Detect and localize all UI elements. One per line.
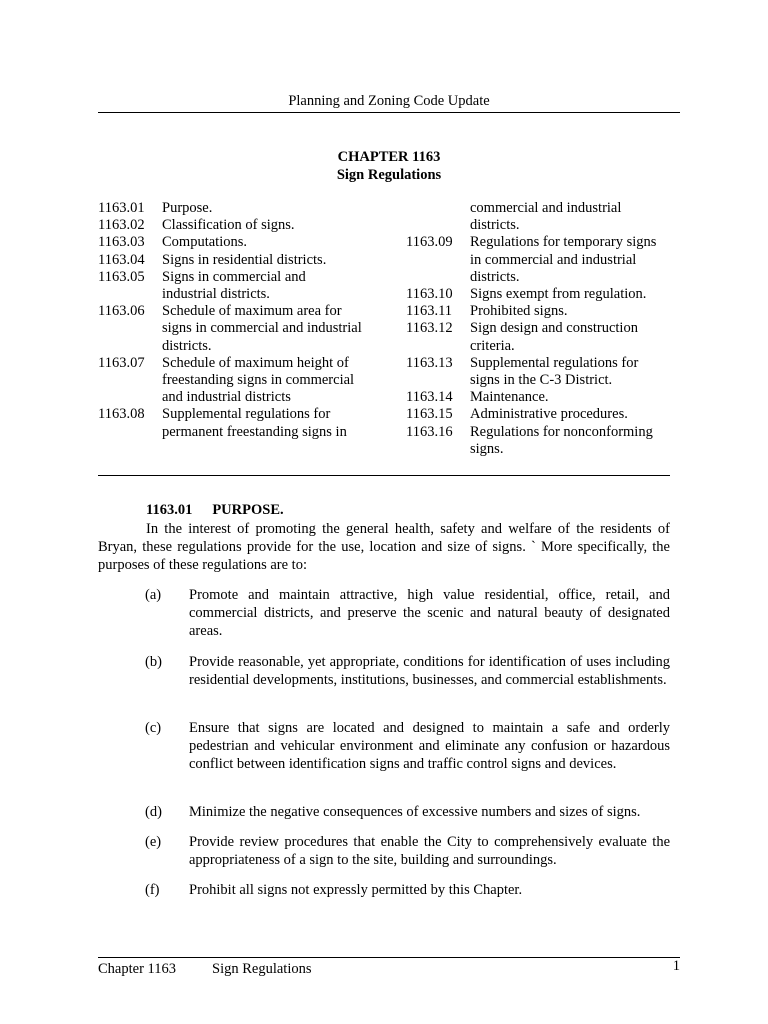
toc-entry xyxy=(98,217,362,234)
purpose-item-f xyxy=(98,881,670,899)
toc-number: 1163.14 xyxy=(406,389,453,406)
toc-text: Schedule of maximum area for signs in commercial and industrial districts. xyxy=(162,303,362,354)
item-text: Prohibit all signs not expressly permitted by this Chapter. xyxy=(189,882,523,898)
toc-entry xyxy=(406,200,670,234)
purpose-item-a xyxy=(98,586,670,640)
toc-number: 1163.10 xyxy=(406,286,453,303)
item-text: Ensure that signs are located and designed to maintain a safe and orderly pedestrian and vehicular environment and eliminate any confusion or hazardous conflict between identification signs and traffic control signs and devices. xyxy=(189,720,670,772)
toc-text: Signs in residential districts. xyxy=(162,251,327,268)
toc-text: Signs exempt from regulation. xyxy=(470,286,647,303)
toc-entry xyxy=(406,320,670,354)
toc-number: 1163.16 xyxy=(406,423,453,440)
purpose-item-d xyxy=(98,803,670,821)
toc-text: Regulations for temporary signs in commercial and industrial districts. xyxy=(470,234,657,285)
toc-number: 1163.01 xyxy=(98,200,145,216)
toc-text: Signs in commercial and industrial districts. xyxy=(162,268,306,303)
section-number: 1163.01 xyxy=(146,502,193,518)
toc-number: 1163.08 xyxy=(98,406,145,423)
item-label: (c) xyxy=(145,720,162,736)
chapter-heading: CHAPTER 1163 xyxy=(337,149,441,165)
footer-rule xyxy=(98,957,680,958)
toc-entry xyxy=(98,355,362,407)
toc-text: Administrative procedures. xyxy=(470,406,628,423)
toc-text: Maintenance. xyxy=(470,389,549,406)
section-heading xyxy=(146,502,284,519)
chapter-title-block xyxy=(98,148,680,184)
toc-entry xyxy=(98,303,362,355)
item-text: Provide reasonable, yet appropriate, conditions for identification of uses including residential developments, institutions, businesses, and commercial establishments. xyxy=(189,654,670,688)
toc-number: 1163.09 xyxy=(406,234,453,251)
toc-entry xyxy=(98,200,362,217)
toc-entry xyxy=(98,234,362,251)
toc-text: Purpose. xyxy=(162,200,213,216)
toc-number: 1163.11 xyxy=(406,303,453,320)
section-intro xyxy=(98,520,670,574)
toc-text: Supplemental regulations for signs in the C-3 District. xyxy=(470,354,639,389)
toc-entry xyxy=(406,286,670,303)
intro-text: In the interest of promoting the general health, safety and welfare of the residents of Bryan, these regulations provide for the use, location and size of signs. ` More specifically, the purposes of these regulations are to: xyxy=(98,521,670,573)
toc-entry xyxy=(406,406,670,423)
toc-entry xyxy=(98,269,362,303)
item-text: Provide review procedures that enable the City to comprehensively evaluate the appropriateness of a sign to the site, building and surroundings. xyxy=(189,834,670,868)
section-title: PURPOSE. xyxy=(212,502,284,518)
item-label: (b) xyxy=(145,654,162,670)
toc-entry xyxy=(406,303,670,320)
toc-number: 1163.04 xyxy=(98,251,145,268)
item-label: (f) xyxy=(145,882,160,898)
toc-entry xyxy=(406,389,670,406)
running-header: Planning and Zoning Code Update xyxy=(288,93,490,109)
toc-text: Schedule of maximum height of freestanding signs in commercial and industrial districts xyxy=(162,354,355,406)
item-label: (a) xyxy=(145,587,162,603)
toc-entry xyxy=(98,406,362,440)
toc-number: 1163.12 xyxy=(406,320,453,337)
toc-text: Computations. xyxy=(162,234,247,251)
toc-entry xyxy=(406,234,670,286)
footer-chapter: Chapter 1163 xyxy=(98,961,176,977)
toc-rule xyxy=(98,475,670,476)
toc-number: 1163.03 xyxy=(98,234,145,251)
toc-entry xyxy=(406,355,670,389)
toc-number: 1163.15 xyxy=(406,406,453,423)
toc-entry xyxy=(406,424,670,458)
item-label: (d) xyxy=(145,804,162,820)
toc-text: commercial and industrial districts. xyxy=(470,200,622,234)
item-text: Promote and maintain attractive, high value residential, office, retail, and commercial districts, and preserve the scenic and natural beauty of designated areas. xyxy=(189,587,670,639)
header-rule xyxy=(98,112,680,113)
toc-number: 1163.02 xyxy=(98,217,145,234)
purpose-item-b xyxy=(98,653,670,689)
toc-left-column xyxy=(98,200,362,441)
page-number: 1 xyxy=(672,958,680,974)
toc-text: Regulations for nonconforming signs. xyxy=(470,423,653,457)
toc-text: Prohibited signs. xyxy=(470,303,568,320)
item-label: (e) xyxy=(145,834,162,850)
purpose-item-c xyxy=(98,719,670,773)
toc-text: Supplemental regulations for permanent freestanding signs in xyxy=(162,406,347,440)
purpose-item-e xyxy=(98,833,670,869)
chapter-subheading: Sign Regulations xyxy=(336,167,442,183)
toc-number: 1163.06 xyxy=(98,303,145,320)
toc-number: 1163.07 xyxy=(98,354,145,371)
toc-text: Sign design and construction criteria. xyxy=(470,320,638,354)
toc-number: 1163.05 xyxy=(98,268,145,285)
footer-title: Sign Regulations xyxy=(212,961,312,977)
toc-entry xyxy=(98,252,362,269)
toc-number: 1163.13 xyxy=(406,354,453,371)
toc-text: Classification of signs. xyxy=(162,217,295,234)
toc-right-column xyxy=(406,200,670,458)
item-text: Minimize the negative consequences of excessive numbers and sizes of signs. xyxy=(189,804,641,820)
